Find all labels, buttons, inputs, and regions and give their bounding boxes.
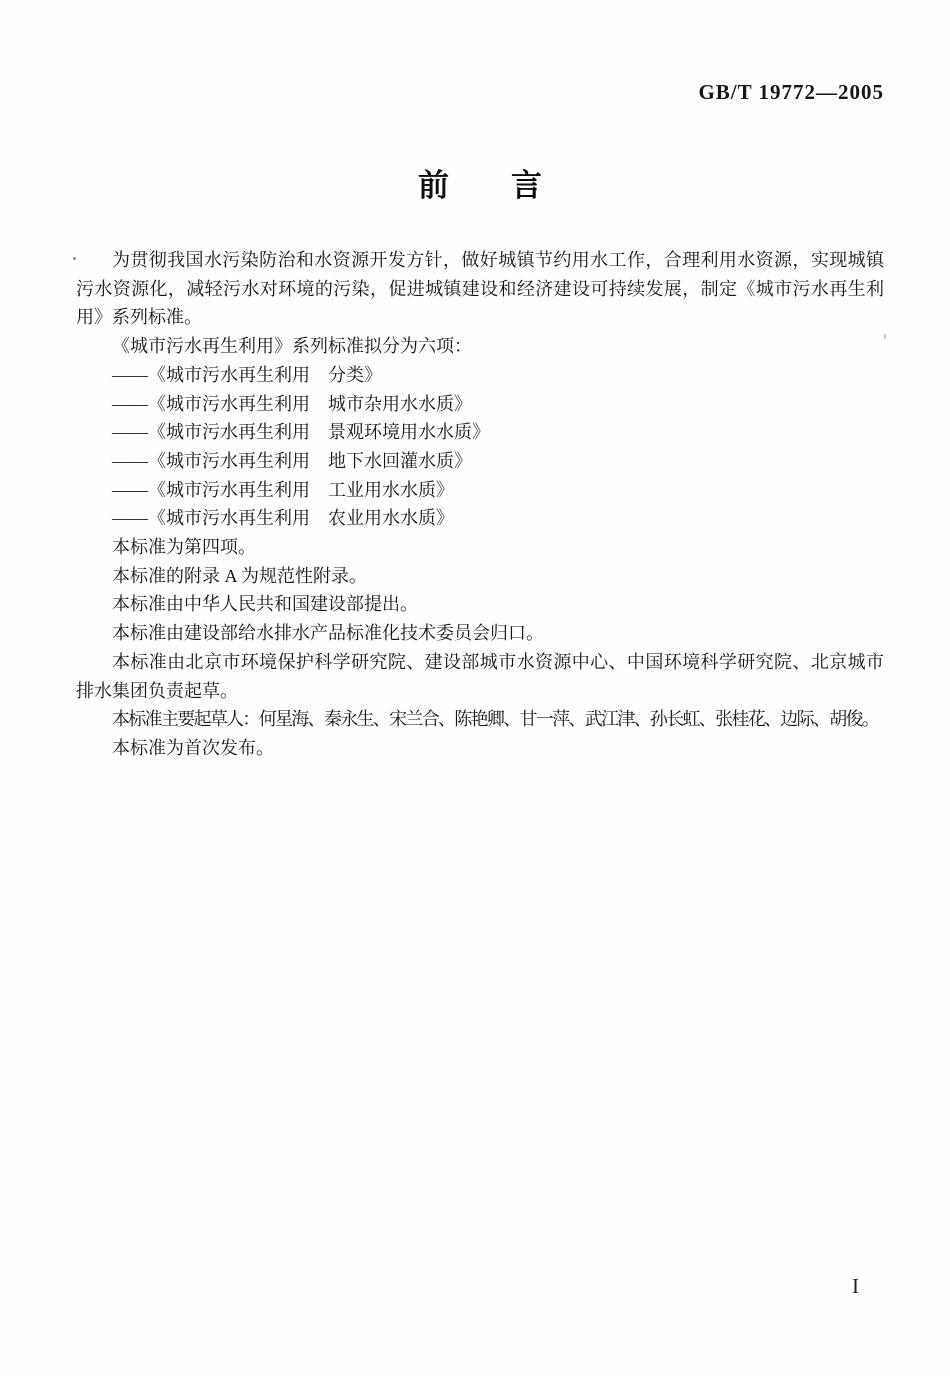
foreword-paragraph: 本标准由北京市环境保护科学研究院、建设部城市水资源中心、中国环境科学研究院、北京城市排水集团负责起草。 — [76, 651, 884, 701]
foreword-paragraph: 《城市污水再生利用》系列标准拟分为六项： — [112, 336, 472, 357]
series-list-item: ——《城市污水再生利用 城市杂用水水质》 — [112, 393, 472, 414]
foreword-paragraph: 本标准由建设部给水排水产品标准化技术委员会归口。 — [112, 623, 544, 644]
series-list-item: ——《城市污水再生利用 景观环境用水水质》 — [112, 422, 490, 443]
series-list-item: ——《城市污水再生利用 分类》 — [112, 364, 382, 385]
series-list-item: ——《城市污水再生利用 工业用水水质》 — [112, 479, 454, 500]
page-number: I — [852, 1274, 859, 1298]
foreword-paragraph: 为贯彻我国水污染防治和水资源开发方针，做好城镇节约用水工作，合理利用水资源，实现城镇污水资源化，减轻污水对环境的污染，促进城镇建设和经济建设可持续发展，制定《城市污水再生利用》系列标准。 — [76, 250, 884, 328]
foreword-paragraph: 本标准为第四项。 — [112, 537, 256, 558]
series-list-item: ——《城市污水再生利用 农业用水水质》 — [112, 508, 454, 529]
page-title: 前言 — [418, 168, 604, 203]
foreword-paragraph: 本标准由中华人民共和国建设部提出。 — [112, 594, 418, 615]
foreword-paragraph: 本标准主要起草人：何星海、秦永生、宋兰合、陈艳卿、甘一萍、武江津、孙长虹、张桂花、边际、胡俊。 — [112, 709, 879, 730]
scan-speck — [884, 334, 886, 339]
standard-code: GB/T 19772—2005 — [698, 80, 884, 104]
foreword-paragraph: 本标准的附录 A 为规范性附录。 — [112, 565, 368, 586]
foreword-body — [76, 246, 884, 763]
series-list-item: ——《城市污水再生利用 地下水回灌水质》 — [112, 450, 472, 471]
foreword-paragraph: 本标准为首次发布。 — [112, 737, 274, 758]
